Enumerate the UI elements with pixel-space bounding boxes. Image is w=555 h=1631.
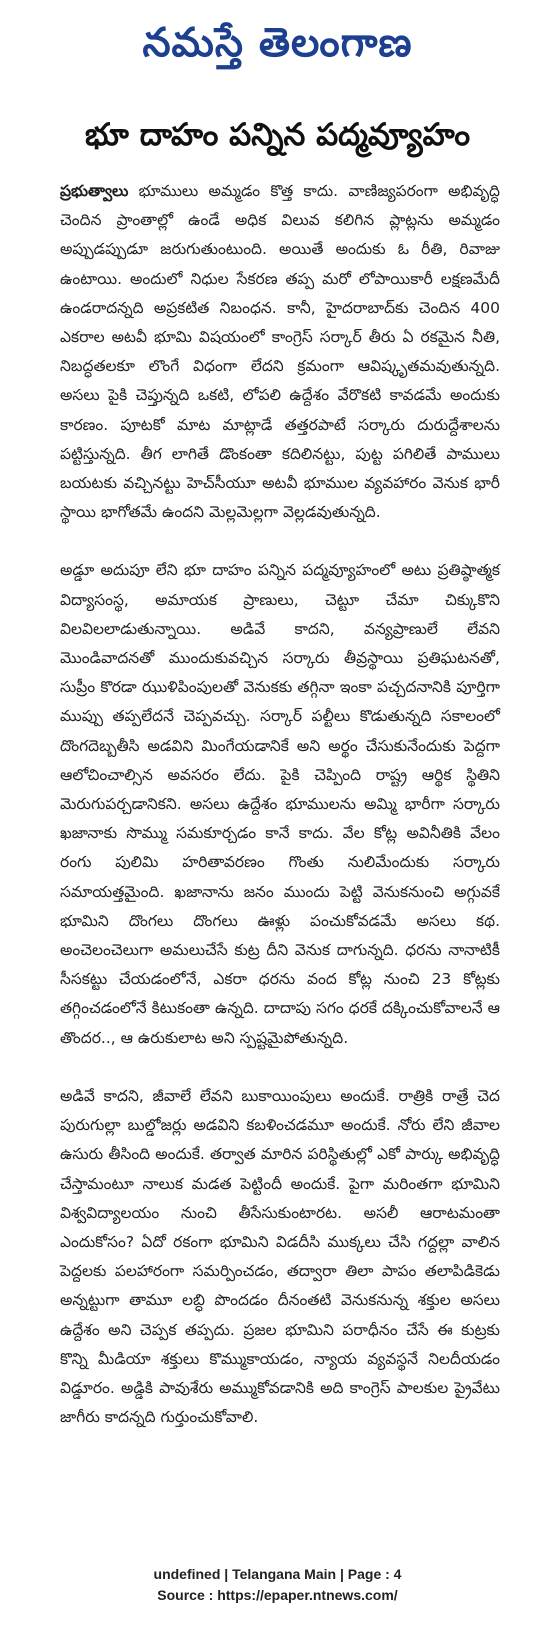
edition-info: undefined | Telangana Main | Page : 4: [153, 1566, 402, 1582]
paragraph-1: [60, 177, 500, 527]
paragraph-2: అడ్డూ అదుపూ లేని భూ దాహం పన్నిన పద్మవ్యూహంలో అటు ప్రతిష్ఠాత్మక విద్యాసంస్థ, అమాయక ప్రాణులు, చెట్టూ చేమా చిక్కుకొని విలవిలలాడుతున్నాయి. అడివే కాదని, వన్యప్రాణులే లేవని మొండివాదనతో ముందుకువచ్చిన సర్కారు తీవ్రస్థాయి ప్రతిఘటనతో, సుప్రీం కొరడా ఝుళిపింపులతో వెనుకకు తగ్గినా ఇంకా పచ్చదనానికి పూర్తిగా ముప్పు తప్పలేదనే చెప్పవచ్చు. సర్కార్ పల్టీలు కొడుతున్నది సకాలంలో దొంగదెబ్బతీసి అడవిని మింగేయడానికే అని అర్థం చేసుకునేందుకు పెద్దగా ఆలోచించాల్సిన అవసరం లేదు. పైకి చెప్పింది రాష్ట్ర ఆర్థిక స్థితిని మెరుగుపర్చడానికని. అసలు ఉద్దేశం భూములను అమ్మి భారీగా సర్కారు ఖజానాకు సొమ్ము సమకూర్చడం కానే కాదు. వేల కోట్ల అవినీతికి వేలం రంగు పులిమి హరితావరణం గొంతు నులిమేందుకు సర్కారు సమాయత్తమైంది. ఖజానాను జనం ముందు పెట్టి వెనుకనుంచి అగ్గువకే భూమిని దొంగలు దొంగలు ఊళ్లు పంచుకోవడమే అసలు కథ. అంచెలంచెలుగా అమలుచేసే కుట్ర దీని వెనుక దాగున్నది. ధరను నానాటికీ సీసకట్టు చేయడంలోనే, ఎకరా ధరను వంద కోట్ల నుంచి 23 కోట్లకు తగ్గించడంలోనే కిటుకంతా ఉన్నది. దాదాపు సగం ధరకే దక్కించుకోవాలనే ఆ తొందర.., ఆ ఉరుకులాట అని స్పష్టమైపోతున్నది.: [60, 561, 500, 1047]
masthead: [0, 0, 555, 86]
article-body: [60, 177, 500, 1432]
source-link[interactable]: Source : https://epaper.ntnews.com/: [157, 1587, 398, 1603]
source-footer: [0, 1564, 555, 1606]
lead-word: ప్రభుత్వాలు: [60, 182, 129, 200]
paragraph-3: అడివే కాదని, జీవాలే లేవని బుకాయింపులు అందుకే. రాత్రికి రాత్రే చెద పురుగుల్లా బుల్డోజర్లు అడవిని కబళించడమూ అందుకే. నోరు లేని జీవాల ఉసురు తీసింది అందుకే. తర్వాత మారిన పరిస్థితుల్లో ఎకో పార్కు అభివృద్ధి చేస్తామంటూ నాలుక మడత పెట్టిందీ అందుకే. పైగా మరింతగా భూమిని విశ్వవిద్యాలయం నుంచి తీసేసుకుంటారట. అసలీ ఆరాటమంతా ఎందుకోసం? ఏదో రకంగా భూమిని విడదీసి ముక్కలు చేసి గద్దల్లా వాలిన పెద్దలకు పలహారంగా సమర్పించడం, తద్వారా తిలా పాపం తలాపిడికెడు అన్నట్టుగా తామూ లబ్ధి పొందడం దీనంతటి వెనుకనున్న శక్తుల అసలు ఉద్దేశం అని చెప్పక తప్పదు. ప్రజల భూమిని పరాధీనం చేసే ఈ కుట్రకు కొన్ని మీడియా శక్తులు కొమ్ముకాయడం, న్యాయ వ్యవస్థనే నిలదీయడం విడ్డూరం. అడ్డికి పావుశేరు అమ్ముకోవడానికి అది కాంగ్రెస్ పాలకుల ప్రైవేటు జాగీరు కాదన్నది గుర్తుంచుకోవాలి.: [60, 1086, 500, 1427]
article-headline: భూ దాహం పన్నిన పద్మవ్యూహం: [84, 117, 471, 153]
newspaper-logo: నమస్తే తెలంగాణ: [142, 20, 413, 66]
paragraph-1-text: భూములు అమ్మడం కొత్త కాదు. వాణిజ్యపరంగా అభివృద్ధి చెందిన ప్రాంతాల్లో ఉండే అధిక విలువ కలిగిన ప్లాట్లను అమ్మడం అప్పుడప్పుడూ జరుగుతుంటుంది. అయితే అందుకు ఓ రీతి, రివాజు ఉంటాయి. అందులో నిధుల సేకరణ తప్ప మరో లోపాయికారీ లక్షణమేదీ ఉండరాదన్నది అప్రకటిత నిబంధన. కానీ, హైదరాబాద్‌కు చెందిన 400 ఎకరాల అటవీ భూమి విషయంలో కాంగ్రెస్ సర్కార్ తీరు ఏ రకమైన నీతి, నిబద్ధతలకూ లొంగే విధంగా లేదని క్రమంగా ఆవిష్కృతమవుతున్నది. అసలు పైకి చెప్తున్నది ఒకటి, లోపలి ఉద్దేశం వేరొకటి కావడమే అందుకు కారణం. పూటకో మాట మాట్లాడే తత్తరపాటే సర్కారు దురుద్దేశాలను పట్టిస్తున్నది. తీగ లాగితే డొంకంతా కదిలినట్టు, పుట్ట పగిలితే పాములు బయటకు వచ్చినట్టు హెచ్‌సీయూ అటవీ భూముల వ్యవహారం వెనుక భారీ స్థాయి భాగోతమే ఉందని మెల్లమెల్లగా వెల్లడవుతున్నది.: [60, 182, 500, 522]
